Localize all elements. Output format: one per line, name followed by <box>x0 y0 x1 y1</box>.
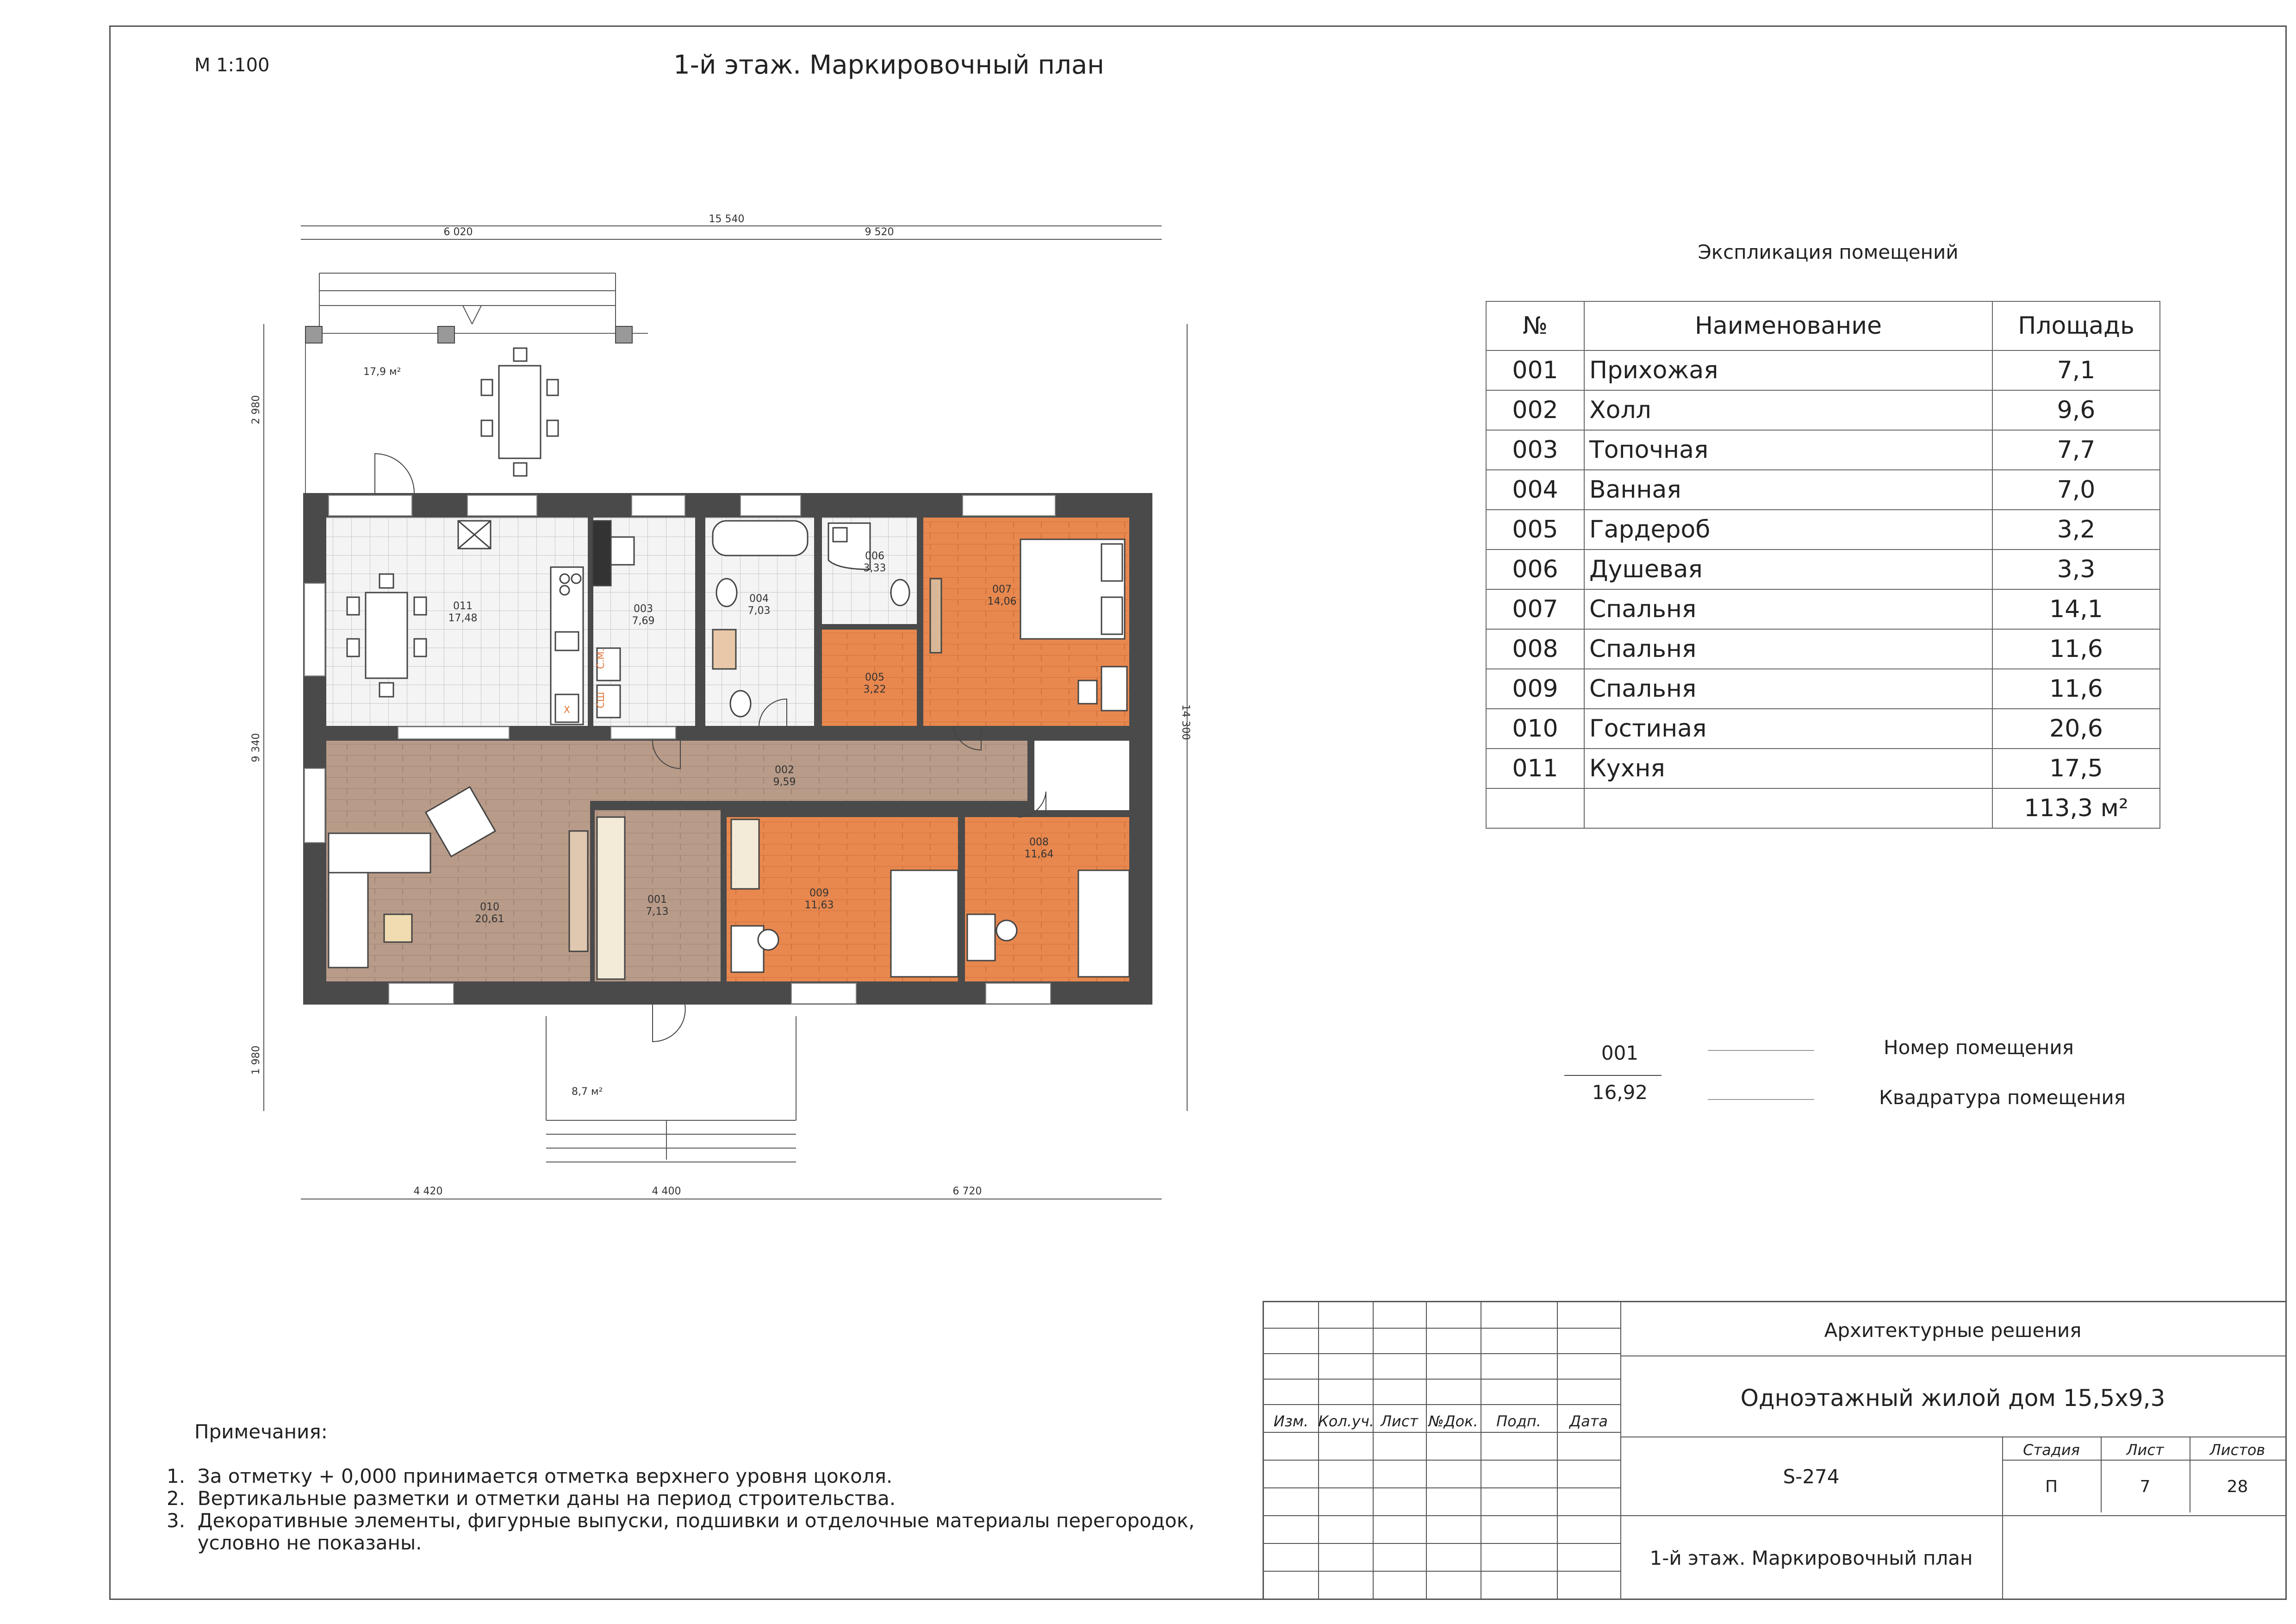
svg-text:2 980: 2 980 <box>250 395 262 425</box>
svg-text:4 420: 4 420 <box>413 1186 443 1197</box>
row-name: Гардероб <box>1584 510 1992 550</box>
legend-leader-1 <box>1708 1050 1814 1051</box>
svg-text:Х: Х <box>564 704 570 715</box>
row-area: 20,6 <box>1992 709 2160 749</box>
row-area: 7,0 <box>1992 470 2160 510</box>
legend-leader-2 <box>1708 1099 1814 1100</box>
row-area: 7,7 <box>1992 430 2160 470</box>
svg-text:17,48: 17,48 <box>448 612 478 624</box>
explication-table <box>1486 301 2160 829</box>
row-number: 001 <box>1486 350 1584 390</box>
explication-row <box>1486 550 2160 589</box>
explication-caption: Экспликация помещений <box>1698 241 1959 263</box>
svg-text:005: 005 <box>865 672 884 683</box>
col-header-area: Площадь <box>1992 301 2160 350</box>
svg-text:14,06: 14,06 <box>987 596 1017 607</box>
row-number: 011 <box>1486 749 1584 788</box>
row-name: Спальня <box>1584 629 1992 669</box>
svg-text:11,63: 11,63 <box>804 899 834 911</box>
svg-text:9 340: 9 340 <box>250 733 262 762</box>
legend-divider <box>1564 1075 1661 1076</box>
tb-sheet: 7 <box>2140 1477 2151 1496</box>
row-number: 007 <box>1486 589 1584 629</box>
tb-stage-label: Стадия <box>2023 1441 2080 1459</box>
row-area: 17,5 <box>1992 749 2160 788</box>
svg-text:8,7 м²: 8,7 м² <box>572 1086 603 1098</box>
explication-row <box>1486 669 2160 709</box>
tb-sheets: 28 <box>2227 1477 2248 1496</box>
tb-col-date: Дата <box>1569 1412 1608 1430</box>
row-name: Кухня <box>1584 749 1992 788</box>
svg-text:3,22: 3,22 <box>863 684 886 695</box>
closet-008 <box>1034 741 1129 810</box>
note-item: 1. За отметку + 0,000 принимается отметка верхнего уровня цоколя. <box>167 1465 893 1487</box>
row-name: Холл <box>1584 390 1992 430</box>
explication-row <box>1486 470 2160 510</box>
row-number: 004 <box>1486 470 1584 510</box>
svg-text:9 520: 9 520 <box>865 226 894 238</box>
tb-sheet-title: 1-й этаж. Маркировочный план <box>1649 1547 1973 1569</box>
svg-text:010: 010 <box>480 901 499 913</box>
svg-text:17,9 м²: 17,9 м² <box>363 366 401 378</box>
tb-col-doc: №Док. <box>1428 1412 1478 1430</box>
row-area: 11,6 <box>1992 669 2160 709</box>
page-title: 1-й этаж. Маркировочный план <box>673 50 1104 80</box>
tb-col-kolvo: Кол.уч. <box>1318 1412 1374 1430</box>
legend-room-number: 001 <box>1601 1042 1639 1064</box>
row-number: 005 <box>1486 510 1584 550</box>
note-item: 3. Декоративные элементы, фигурные выпуски, подшивки и отделочные материалы перегородок, <box>167 1509 1195 1532</box>
tb-sheets-label: Листов <box>2209 1441 2265 1459</box>
row-number: 008 <box>1486 629 1584 669</box>
svg-text:6 020: 6 020 <box>443 226 473 238</box>
col-header-num: № <box>1486 301 1584 350</box>
svg-text:6 720: 6 720 <box>952 1186 982 1197</box>
row-area: 7,1 <box>1992 350 2160 390</box>
row-number: 003 <box>1486 430 1584 470</box>
row-name: Прихожая <box>1584 350 1992 390</box>
tb-col-izm: Изм. <box>1273 1412 1309 1430</box>
row-area: 14,1 <box>1992 589 2160 629</box>
tb-col-podp: Подп. <box>1496 1412 1541 1430</box>
explication-row <box>1486 510 2160 550</box>
note-item: условно не показаны. <box>167 1531 422 1554</box>
explication-row <box>1486 709 2160 749</box>
explication-total-row <box>1486 788 2160 828</box>
svg-text:008: 008 <box>1029 837 1049 848</box>
svg-text:006: 006 <box>865 550 884 562</box>
row-name: Спальня <box>1584 669 1992 709</box>
svg-text:7,13: 7,13 <box>646 906 669 918</box>
tb-stage: П <box>2045 1477 2058 1496</box>
row-number: 002 <box>1486 390 1584 430</box>
tb-code: S-274 <box>1783 1465 1840 1488</box>
row-number: 010 <box>1486 709 1584 749</box>
svg-text:20,61: 20,61 <box>475 913 504 925</box>
notes-heading: Примечания: <box>194 1420 328 1443</box>
row-name: Спальня <box>1584 589 1992 629</box>
tb-project: Одноэтажный жилой дом 15,5х9,3 <box>1740 1385 2165 1412</box>
tb-section: Архитектурные решения <box>1824 1319 2082 1342</box>
explication-row <box>1486 430 2160 470</box>
row-name: Ванная <box>1584 470 1992 510</box>
svg-text:7,69: 7,69 <box>632 615 655 627</box>
title-block <box>1263 1301 2287 1600</box>
scale-label: М 1:100 <box>194 55 270 76</box>
svg-text:001: 001 <box>647 894 667 906</box>
legend-number-label: Номер помещения <box>1884 1036 2074 1059</box>
row-area: 3,3 <box>1992 550 2160 589</box>
note-item: 2. Вертикальные разметки и отметки даны на период строительства. <box>167 1487 896 1510</box>
total-area: 113,3 м² <box>1992 788 2160 828</box>
svg-text:007: 007 <box>992 584 1012 595</box>
legend-area-label: Квадратура помещения <box>1879 1086 2126 1109</box>
svg-text:СШ: СШ <box>595 692 606 708</box>
row-name: Топочная <box>1584 430 1992 470</box>
svg-text:11,64: 11,64 <box>1024 849 1054 860</box>
explication-row <box>1486 629 2160 669</box>
notes-list <box>167 1465 1195 1554</box>
explication-row <box>1486 749 2160 788</box>
explication-row <box>1486 390 2160 430</box>
dim-total-width: 15 540 <box>709 213 745 225</box>
svg-text:3,33: 3,33 <box>863 562 886 574</box>
svg-text:С.М.: С.М. <box>595 649 606 669</box>
row-name: Гостиная <box>1584 709 1992 749</box>
col-header-name: Наименование <box>1584 301 1992 350</box>
svg-text:14 300: 14 300 <box>1180 704 1191 740</box>
explication-row <box>1486 589 2160 629</box>
explication-row <box>1486 350 2160 390</box>
svg-text:7,03: 7,03 <box>747 605 771 617</box>
row-number: 009 <box>1486 669 1584 709</box>
row-name: Душевая <box>1584 550 1992 589</box>
row-number: 006 <box>1486 550 1584 589</box>
svg-text:009: 009 <box>809 887 829 899</box>
svg-text:4 400: 4 400 <box>652 1186 681 1197</box>
svg-text:003: 003 <box>634 603 653 615</box>
svg-text:9,59: 9,59 <box>773 776 796 788</box>
floor-plan <box>241 204 1259 1268</box>
svg-text:1 980: 1 980 <box>250 1045 262 1075</box>
row-area: 9,6 <box>1992 390 2160 430</box>
tb-col-list: Лист <box>1380 1412 1419 1430</box>
svg-text:011: 011 <box>453 600 473 612</box>
row-area: 3,2 <box>1992 510 2160 550</box>
legend-room-area: 16,92 <box>1592 1081 1648 1104</box>
tb-sheet-label: Лист <box>2126 1441 2164 1459</box>
svg-text:002: 002 <box>775 764 794 776</box>
row-area: 11,6 <box>1992 629 2160 669</box>
terrace-table <box>481 348 558 476</box>
svg-text:004: 004 <box>749 593 769 605</box>
